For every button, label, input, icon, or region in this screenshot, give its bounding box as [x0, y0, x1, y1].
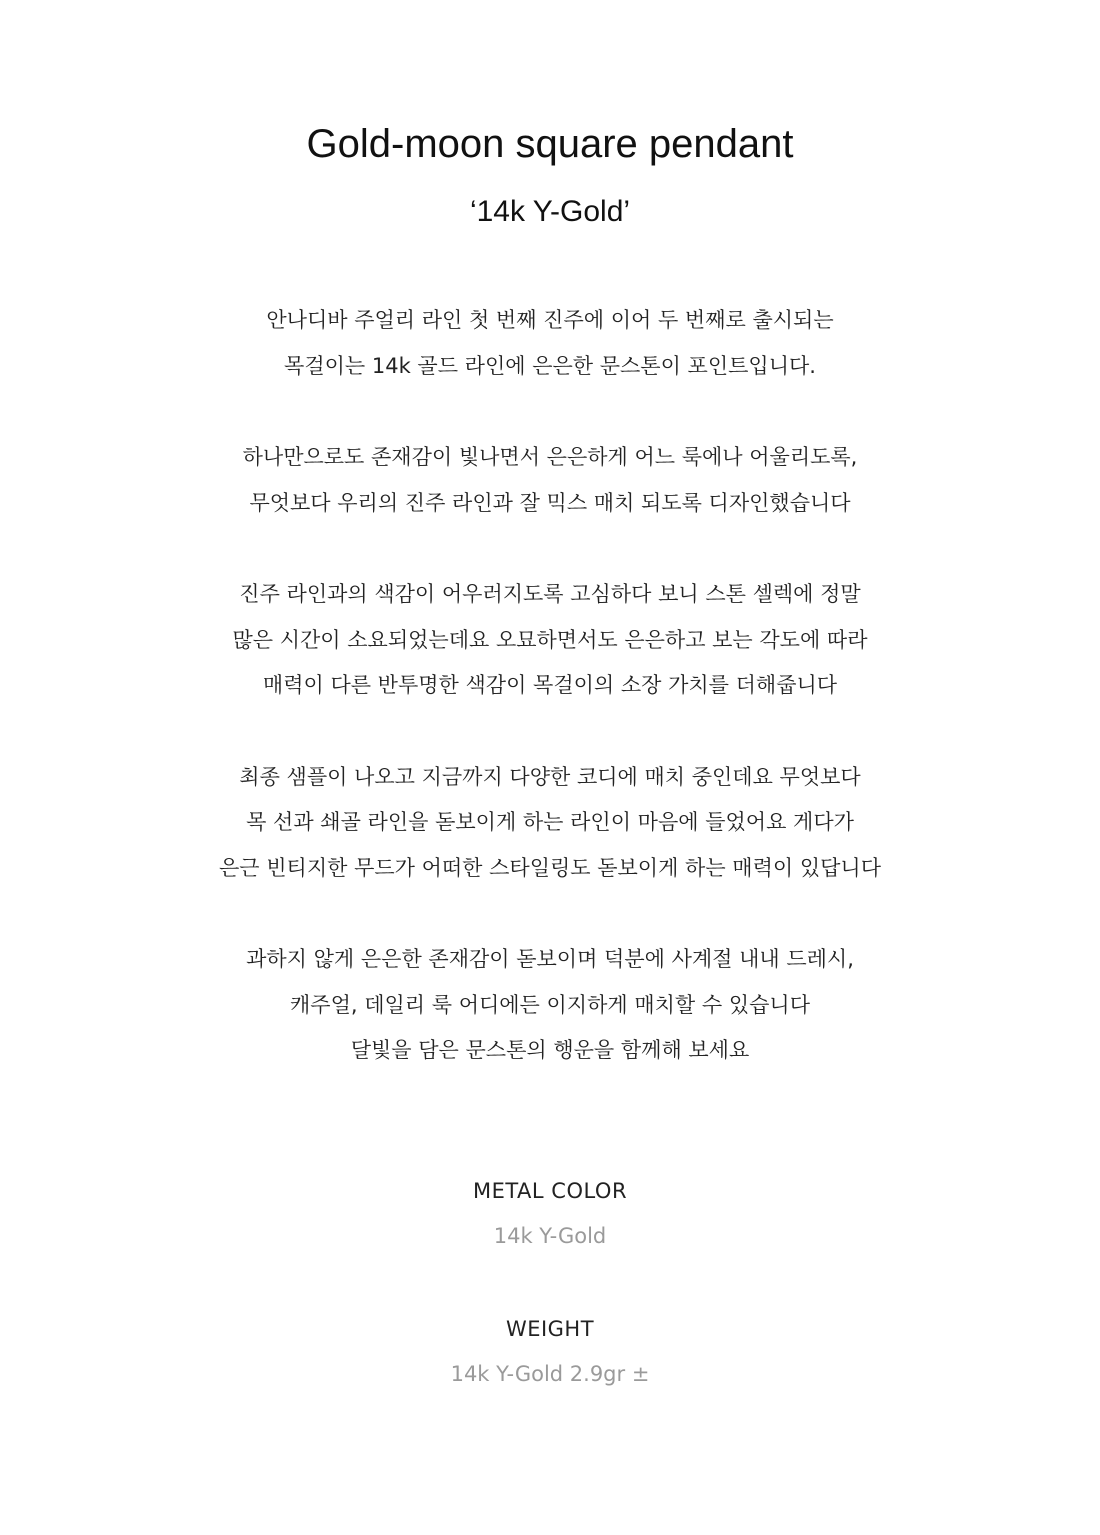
spec-metal-color [0, 1169, 1100, 1259]
product-title: Gold-moon square pendant [306, 122, 794, 166]
description-paragraph-1 [0, 298, 1100, 389]
spec-metal-color-value: 14k Y-Gold [493, 1224, 607, 1248]
product-description [0, 298, 1100, 1074]
description-line: 목걸이는 14k 골드 라인에 은은한 문스톤이 포인트입니다. [284, 353, 816, 378]
spec-metal-color-label: METAL COLOR [472, 1179, 628, 1203]
description-line: 목 선과 쇄골 라인을 돋보이게 하는 라인이 마음에 들었어요 게다가 [246, 810, 854, 834]
description-line: 매력이 다른 반투명한 색감이 목걸이의 소장 가치를 더해줍니다 [262, 673, 838, 697]
description-line: 캐주얼, 데일리 룩 어디에든 이지하게 매치할 수 있습니다 [290, 992, 810, 1017]
description-line: 은근 빈티지한 무드가 어떠한 스타일링도 돋보이게 하는 매력이 있답니다 [219, 855, 881, 880]
description-line: 과하지 않게 은은한 존재감이 돋보이며 덕분에 사계절 내내 드레시, [246, 947, 854, 971]
product-subtitle: ‘14k Y-Gold’ [469, 195, 631, 228]
description-line: 최종 샘플이 나오고 지금까지 다양한 코디에 매치 중인데요 무엇보다 [239, 764, 861, 789]
description-line: 많은 시간이 소요되었는데요 오묘하면서도 은은하고 보는 각도에 따라 [232, 627, 868, 652]
description-line: 안나디바 주얼리 라인 첫 번째 진주에 이어 두 번째로 출시되는 [266, 308, 834, 332]
description-paragraph-2 [0, 435, 1100, 526]
description-paragraph-5 [0, 937, 1100, 1074]
spec-weight-label: WEIGHT [505, 1317, 595, 1341]
description-paragraph-3 [0, 572, 1100, 709]
description-paragraph-4 [0, 755, 1100, 892]
spec-weight [0, 1307, 1100, 1397]
spec-weight-value: 14k Y-Gold 2.9gr ± [450, 1362, 650, 1386]
description-line: 진주 라인과의 색감이 어우러지도록 고심하다 보니 스톤 셀렉에 정말 [239, 582, 861, 606]
description-line: 무엇보다 우리의 진주 라인과 잘 믹스 매치 되도록 디자인했습니다 [249, 490, 851, 515]
description-line: 달빛을 담은 문스톤의 행운을 함께해 보세요 [350, 1038, 750, 1062]
description-line: 하나만으로도 존재감이 빛나면서 은은하게 어느 룩에나 어울리도록, [242, 445, 858, 469]
